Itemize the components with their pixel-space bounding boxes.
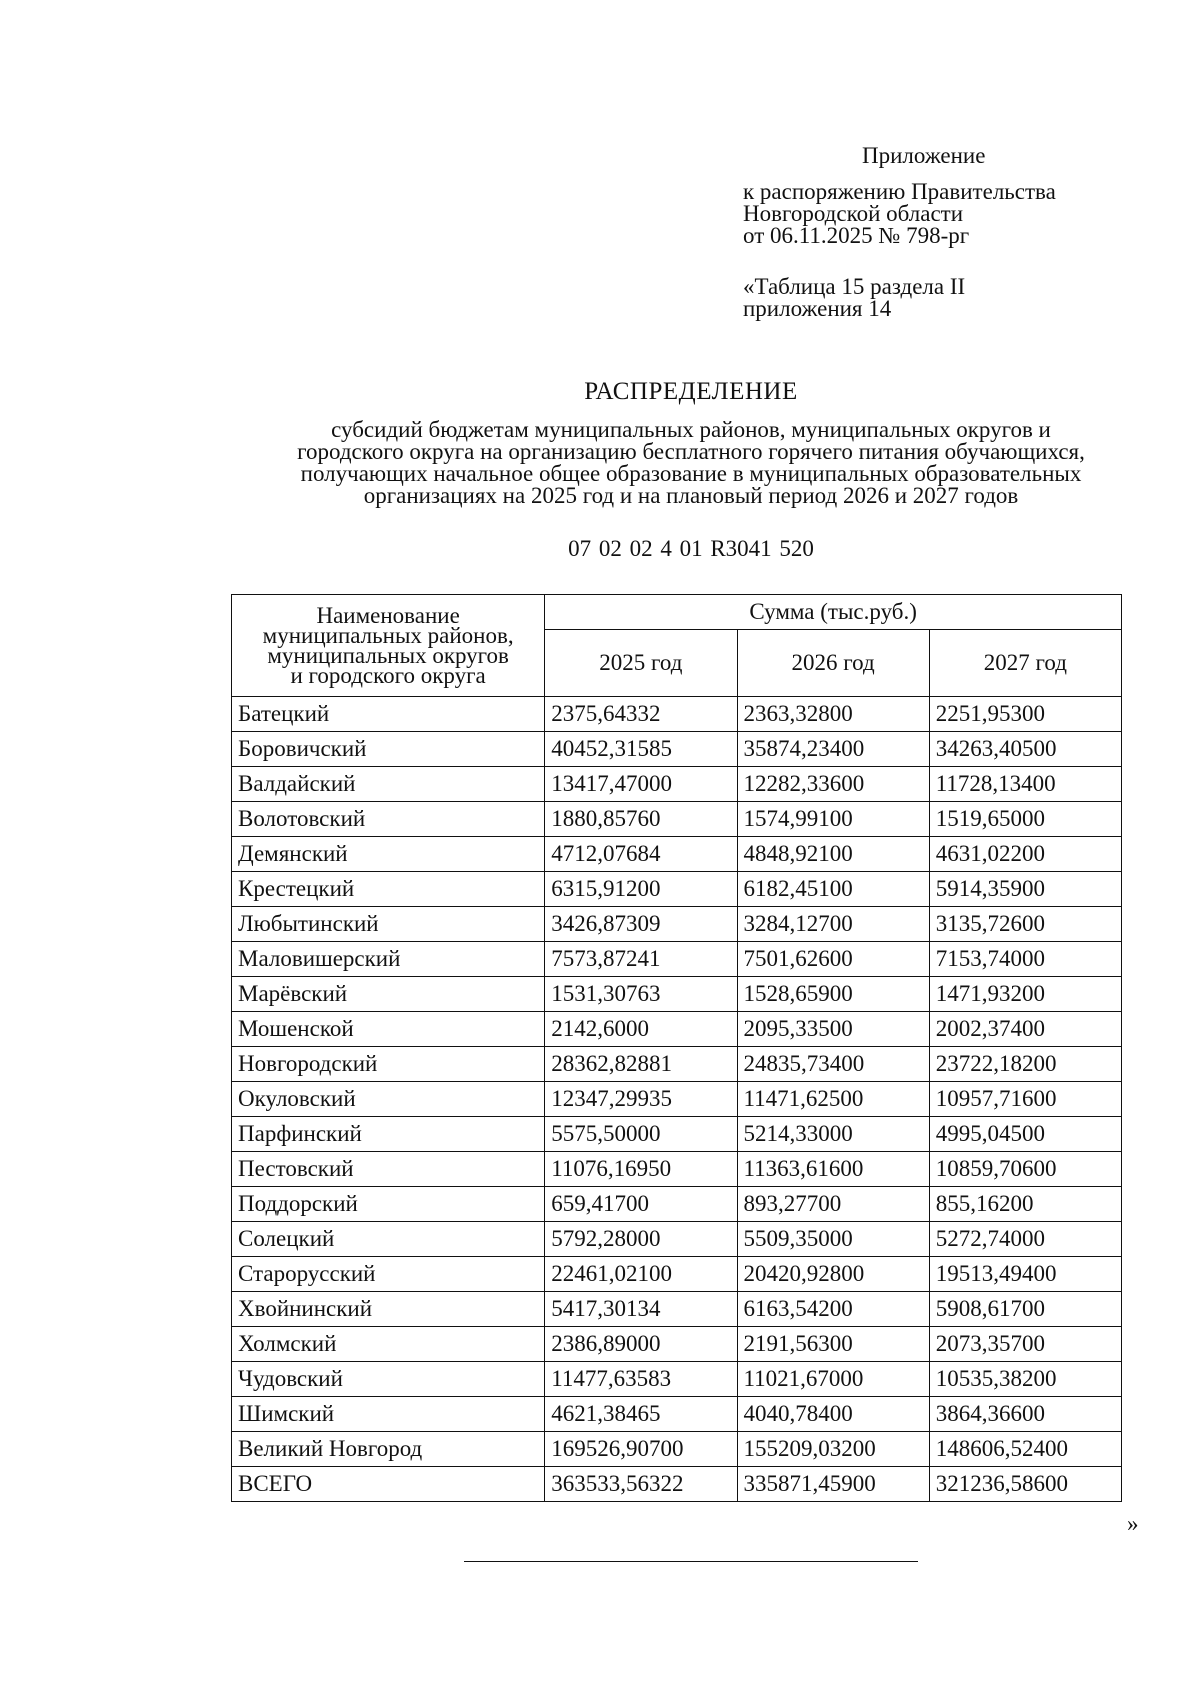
header-name-column [232, 595, 545, 697]
amount-2025: 6315,91200 [545, 872, 737, 907]
amount-2027: 23722,18200 [929, 1047, 1121, 1082]
amount-2026: 2095,33500 [737, 1012, 929, 1047]
amount-2026: 7501,62600 [737, 942, 929, 977]
amount-2027: 3135,72600 [929, 907, 1121, 942]
amount-2026: 6182,45100 [737, 872, 929, 907]
district-name: Батецкий [232, 697, 545, 732]
table-row [232, 977, 1122, 1012]
table-row [232, 1292, 1122, 1327]
amount-2027: 4631,02200 [929, 837, 1121, 872]
header-year-2027: 2027 год [929, 630, 1121, 697]
amount-2025: 2142,6000 [545, 1012, 737, 1047]
table-reference-line: «Таблица 15 раздела II [743, 274, 966, 299]
amount-2025: 5575,50000 [545, 1117, 737, 1152]
amount-2026: 11363,61600 [737, 1152, 929, 1187]
district-name: Новгородский [232, 1047, 545, 1082]
district-name: Шимский [232, 1397, 545, 1432]
amount-2026: 1574,99100 [737, 802, 929, 837]
amount-2027: 1519,65000 [929, 802, 1121, 837]
table-row [232, 1432, 1122, 1467]
amount-2025: 4712,07684 [545, 837, 737, 872]
district-name: Окуловский [232, 1082, 545, 1117]
amount-2026: 4848,92100 [737, 837, 929, 872]
subsidy-table [231, 594, 1122, 1502]
table-row [232, 732, 1122, 767]
amount-2025: 12347,29935 [545, 1082, 737, 1117]
district-name: Боровичский [232, 732, 545, 767]
amount-2027: 3864,36600 [929, 1397, 1121, 1432]
amount-2025: 4621,38465 [545, 1397, 737, 1432]
amount-2026: 3284,12700 [737, 907, 929, 942]
appendix-title: Приложение [862, 143, 986, 168]
amount-2027: 2073,35700 [929, 1327, 1121, 1362]
amount-2026: 4040,78400 [737, 1397, 929, 1432]
amount-2026: 2191,56300 [737, 1327, 929, 1362]
amount-2027: 7153,74000 [929, 942, 1121, 977]
amount-2027: 2002,37400 [929, 1012, 1121, 1047]
appendix-line: к распоряжению Правительства [743, 179, 1056, 204]
district-name: Хвойнинский [232, 1292, 545, 1327]
amount-2026: 20420,92800 [737, 1257, 929, 1292]
amount-2027: 148606,52400 [929, 1432, 1121, 1467]
appendix-line: Новгородской области [743, 201, 964, 226]
district-name: Валдайский [232, 767, 545, 802]
header-name-line: муниципальных районов, [262, 622, 514, 648]
document-title: РАСПРЕДЕЛЕНИЕ [584, 378, 798, 405]
header-name-line: муниципальных округов [267, 642, 509, 668]
table-row [232, 1362, 1122, 1397]
table-row [232, 837, 1122, 872]
amount-2027: 34263,40500 [929, 732, 1121, 767]
amount-2025: 28362,82881 [545, 1047, 737, 1082]
table-total-row [232, 1467, 1122, 1502]
district-name: Волотовский [232, 802, 545, 837]
amount-2027: 10957,71600 [929, 1082, 1121, 1117]
district-name: Любытинский [232, 907, 545, 942]
subtitle-line: получающих начальное общее образование в муниципальных образовательных [300, 461, 1082, 486]
table-row [232, 907, 1122, 942]
amount-2026: 1528,65900 [737, 977, 929, 1012]
district-name: Старорусский [232, 1257, 545, 1292]
amount-2025: 2386,89000 [545, 1327, 737, 1362]
total-2025: 363533,56322 [545, 1467, 737, 1502]
amount-2026: 11021,67000 [737, 1362, 929, 1397]
amount-2026: 35874,23400 [737, 732, 929, 767]
document-subtitle [230, 419, 1152, 507]
amount-2025: 169526,90700 [545, 1432, 737, 1467]
table-row [232, 1327, 1122, 1362]
table-row [232, 697, 1122, 732]
table-reference [743, 276, 965, 320]
total-label: ВСЕГО [232, 1467, 545, 1502]
district-name: Поддорский [232, 1187, 545, 1222]
amount-2025: 1880,85760 [545, 802, 737, 837]
district-name: Парфинский [232, 1117, 545, 1152]
amount-2026: 5214,33000 [737, 1117, 929, 1152]
end-rule [464, 1561, 918, 1562]
amount-2027: 11728,13400 [929, 767, 1121, 802]
district-name: Мошенской [232, 1012, 545, 1047]
amount-2027: 10859,70600 [929, 1152, 1121, 1187]
table-row [232, 1012, 1122, 1047]
table-row [232, 1152, 1122, 1187]
amount-2025: 13417,47000 [545, 767, 737, 802]
amount-2026: 24835,73400 [737, 1047, 929, 1082]
amount-2027: 2251,95300 [929, 697, 1121, 732]
amount-2025: 3426,87309 [545, 907, 737, 942]
amount-2025: 7573,87241 [545, 942, 737, 977]
amount-2026: 5509,35000 [737, 1222, 929, 1257]
table-row [232, 802, 1122, 837]
amount-2027: 4995,04500 [929, 1117, 1121, 1152]
closing-quote: » [1127, 1511, 1139, 1536]
table-body [232, 697, 1122, 1502]
subtitle-line: городского округа на организацию бесплатного горячего питания обучающихся, [297, 439, 1085, 464]
district-name: Великий Новгород [232, 1432, 545, 1467]
amount-2027: 19513,49400 [929, 1257, 1121, 1292]
header-year-2025: 2025 год [545, 630, 737, 697]
table-row [232, 1257, 1122, 1292]
district-name: Солецкий [232, 1222, 545, 1257]
table-row [232, 1117, 1122, 1152]
amount-2025: 5792,28000 [545, 1222, 737, 1257]
table-row [232, 1397, 1122, 1432]
district-name: Чудовский [232, 1362, 545, 1397]
district-name: Марёвский [232, 977, 545, 1012]
total-2026: 335871,45900 [737, 1467, 929, 1502]
table-row [232, 942, 1122, 977]
table-row [232, 872, 1122, 907]
district-name: Демянский [232, 837, 545, 872]
district-name: Холмский [232, 1327, 545, 1362]
amount-2027: 5914,35900 [929, 872, 1121, 907]
table-row [232, 1082, 1122, 1117]
amount-2026: 12282,33600 [737, 767, 929, 802]
budget-code: 07 02 02 4 01 R3041 520 [568, 536, 814, 561]
amount-2026: 893,27700 [737, 1187, 929, 1222]
total-2027: 321236,58600 [929, 1467, 1121, 1502]
amount-2027: 1471,93200 [929, 977, 1121, 1012]
appendix-reference [743, 181, 1056, 247]
amount-2026: 2363,32800 [737, 697, 929, 732]
district-name: Маловишерский [232, 942, 545, 977]
amount-2026: 11471,62500 [737, 1082, 929, 1117]
district-name: Пестовский [232, 1152, 545, 1187]
amount-2026: 155209,03200 [737, 1432, 929, 1467]
table-row [232, 1187, 1122, 1222]
amount-2027: 5272,74000 [929, 1222, 1121, 1257]
appendix-line: от 06.11.2025 № 798-рг [743, 223, 970, 248]
amount-2025: 2375,64332 [545, 697, 737, 732]
subtitle-line: субсидий бюджетам муниципальных районов, муниципальных округов и [331, 417, 1051, 442]
amount-2025: 5417,30134 [545, 1292, 737, 1327]
amount-2025: 659,41700 [545, 1187, 737, 1222]
district-name: Крестецкий [232, 872, 545, 907]
header-name-line: и городского округа [290, 662, 486, 688]
amount-2025: 1531,30763 [545, 977, 737, 1012]
amount-2027: 855,16200 [929, 1187, 1121, 1222]
amount-2027: 5908,61700 [929, 1292, 1121, 1327]
table-reference-line: приложения 14 [743, 296, 892, 321]
amount-2026: 6163,54200 [737, 1292, 929, 1327]
amount-2025: 40452,31585 [545, 732, 737, 767]
header-year-2026: 2026 год [737, 630, 929, 697]
subtitle-line: организациях на 2025 год и на плановый период 2026 и 2027 годов [363, 483, 1019, 508]
amount-2027: 10535,38200 [929, 1362, 1121, 1397]
table-row [232, 1222, 1122, 1257]
amount-2025: 11076,16950 [545, 1152, 737, 1187]
header-sum: Сумма (тыс.руб.) [545, 595, 1122, 630]
amount-2025: 11477,63583 [545, 1362, 737, 1397]
table-header-row [232, 595, 1122, 630]
table-row [232, 1047, 1122, 1082]
amount-2025: 22461,02100 [545, 1257, 737, 1292]
header-name-line: Наименование [316, 602, 460, 628]
table-row [232, 767, 1122, 802]
